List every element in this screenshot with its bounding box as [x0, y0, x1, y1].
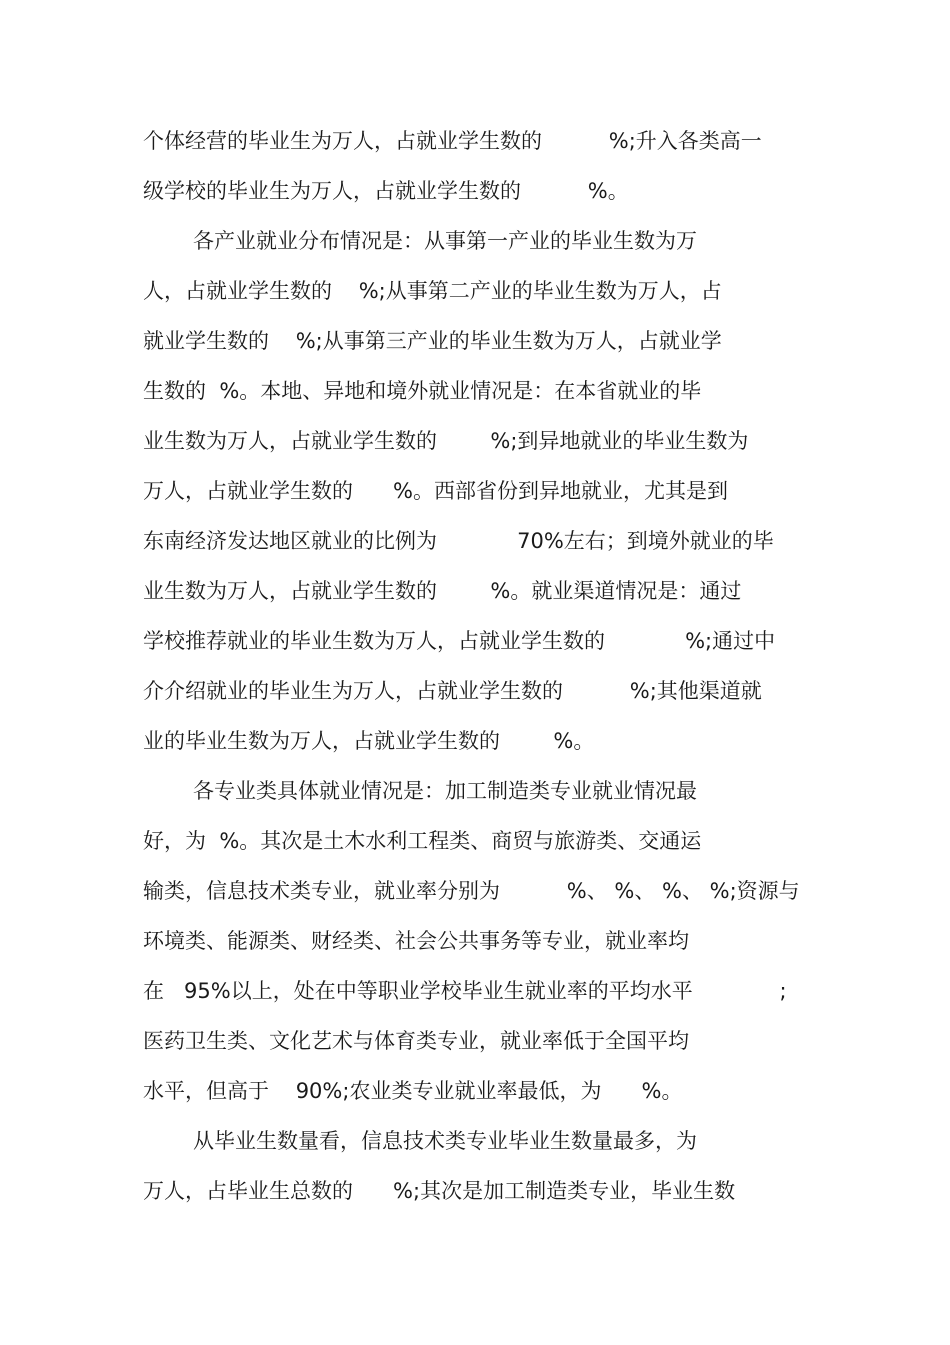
text-line: 介介绍就业的毕业生为万人，占就业学生数的 %;其他渠道就	[143, 679, 762, 703]
text-line: 医药卫生类、文化艺术与体育类专业，就业率低于全国平均	[143, 1029, 689, 1053]
text-line: 各专业类具体就业情况是：加工制造类专业就业情况最	[193, 779, 697, 803]
text-line: 业生数为万人，占就业学生数的 %;到异地就业的毕业生数为	[143, 429, 749, 453]
text-line: 业的毕业生数为万人，占就业学生数的 %。	[143, 729, 595, 753]
text-line: 级学校的毕业生为万人，占就业学生数的 %。	[143, 179, 629, 203]
text-line: 东南经济发达地区就业的比例为 70%左右；到境外就业的毕	[143, 529, 774, 553]
text-line: 人，占就业学生数的 %;从事第二产业的毕业生数为万人，占	[143, 279, 722, 303]
text-line: 输类，信息技术类专业，就业率分别为 %、 %、 %、 %;资源与	[143, 879, 800, 903]
text-line: 好，为 %。其次是土木水利工程类、商贸与旅游类、交通运	[143, 829, 702, 853]
text-line: 万人，占就业学生数的 %。西部省份到异地就业，尤其是到	[143, 479, 729, 503]
text-line: 业生数为万人，占就业学生数的 %。就业渠道情况是：通过	[143, 579, 742, 603]
text-line: 万人，占毕业生总数的 %;其次是加工制造类专业，毕业生数	[143, 1179, 736, 1203]
text-line: 学校推荐就业的毕业生数为万人，占就业学生数的 %;通过中	[143, 629, 776, 653]
text-line: 个体经营的毕业生为万人，占就业学生数的 %;升入各类高一	[143, 129, 762, 153]
text-line: 各产业就业分布情况是：从事第一产业的毕业生数为万	[193, 229, 697, 253]
text-line: 环境类、能源类、财经类、社会公共事务等专业，就业率均	[143, 929, 689, 953]
text-line: 就业学生数的 %;从事第三产业的毕业生数为万人，占就业学	[143, 329, 722, 353]
text-line: 在 95%以上，处在中等职业学校毕业生就业率的平均水平 ;	[143, 979, 787, 1003]
text-line: 从毕业生数量看，信息技术类专业毕业生数量最多，为	[193, 1129, 697, 1153]
text-line: 水平，但高于 90%;农业类专业就业率最低，为 %。	[143, 1079, 683, 1103]
text-line: 生数的 %。本地、异地和境外就业情况是：在本省就业的毕	[143, 379, 702, 403]
